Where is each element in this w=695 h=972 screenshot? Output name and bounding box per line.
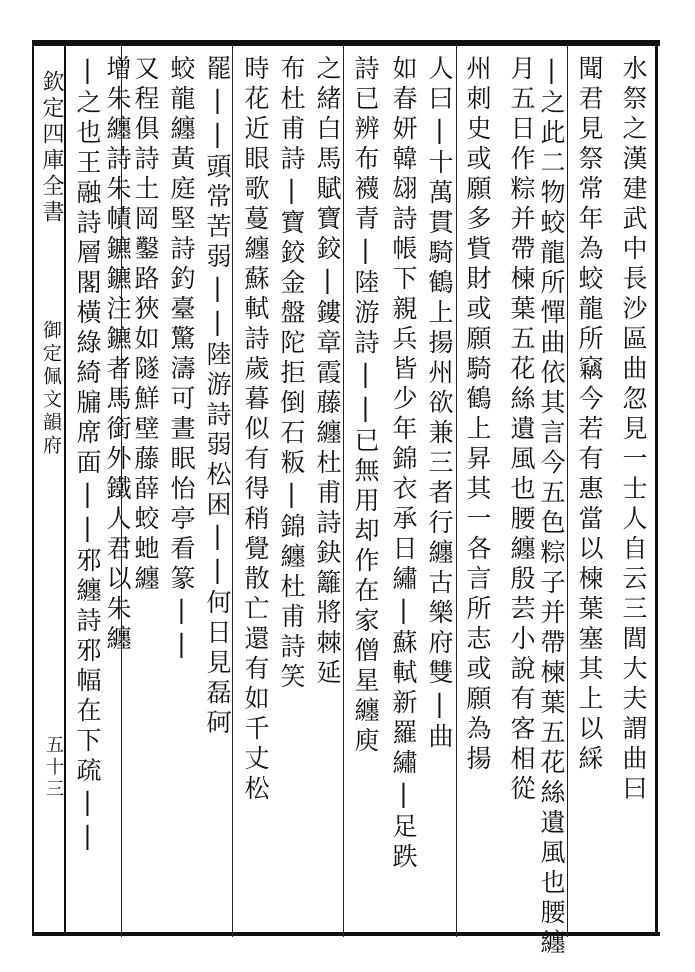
text-column: 聞君見祭常年為蛟龍所竊今若有惠當以楝葉塞其上以綵: [575, 55, 604, 775]
text-column: |之此二物蛟龍所憚曲依其言今五色粽子并帶楝葉五花絲遺風也腰纏: [537, 55, 566, 959]
text-column: |之也王融詩層閣橫綠綺牖席面||邪纏詩邪幅在下疏||: [73, 55, 102, 855]
text-column: 水祭之漢建武中長沙區曲忽見一士人自云三閭大夫謂曲曰: [619, 55, 648, 805]
text-column: 州刺史或願多貲財或願騎鶴上昇其一各言所志或願為揚: [463, 55, 492, 775]
series-title: 欽定四庫全書: [39, 70, 64, 226]
text-column: 又程俱詩土岡鑿路狹如隧鮮壁藤薛蛟虵纏: [131, 55, 160, 595]
right-border-rule: [655, 40, 658, 936]
text-column: 罷||頭常苦弱||陸游詩弱松困||何日見磊砢: [203, 55, 232, 739]
text-column: 之緒白馬賦寶鉸|鏤章霞藤纏杜甫詩鈌籬將棘延: [313, 55, 342, 689]
text-column: 蛟龍纏黃庭堅詩釣臺驚濤可晝眠怡亭看篆||: [167, 55, 196, 663]
column-separator: [567, 44, 568, 937]
text-column: 增朱纏詩朱幘鑣鑣注鑣者馬銜外鐵人君以朱纏: [103, 55, 132, 655]
text-column: 人曰|十萬貫騎鶴上揚州欲兼三者行纏古樂府雙|曲: [425, 55, 454, 753]
book-title: 御定佩文韻府: [40, 320, 62, 458]
text-column: 時花近眼歌蔓纏蘇軾詩歲暮似有得稍覺散亡還有如千丈松: [241, 55, 270, 805]
column-separator: [456, 44, 457, 937]
page-number: 五十三: [43, 735, 64, 801]
text-column: 詩已辨布襪青|陸游詩||已無用却作在家僧星纏庾: [351, 55, 380, 757]
top-border-rule: [32, 40, 660, 46]
text-column: 布杜甫詩|寶鉸金盤陀拒倒石粄|錦纏杜甫詩笑: [277, 55, 306, 693]
text-column: 如春妍韓翃詩帳下親兵皆少年錦衣承日繡|蘇軾新羅繡|足跌: [389, 55, 418, 873]
column-separator: [232, 44, 233, 937]
column-separator: [343, 44, 344, 937]
text-column: 月五日作粽并帶楝葉五花絲遺風也腰纏殷芸小說有客相從: [507, 55, 536, 805]
left-border-rule: [32, 40, 34, 936]
